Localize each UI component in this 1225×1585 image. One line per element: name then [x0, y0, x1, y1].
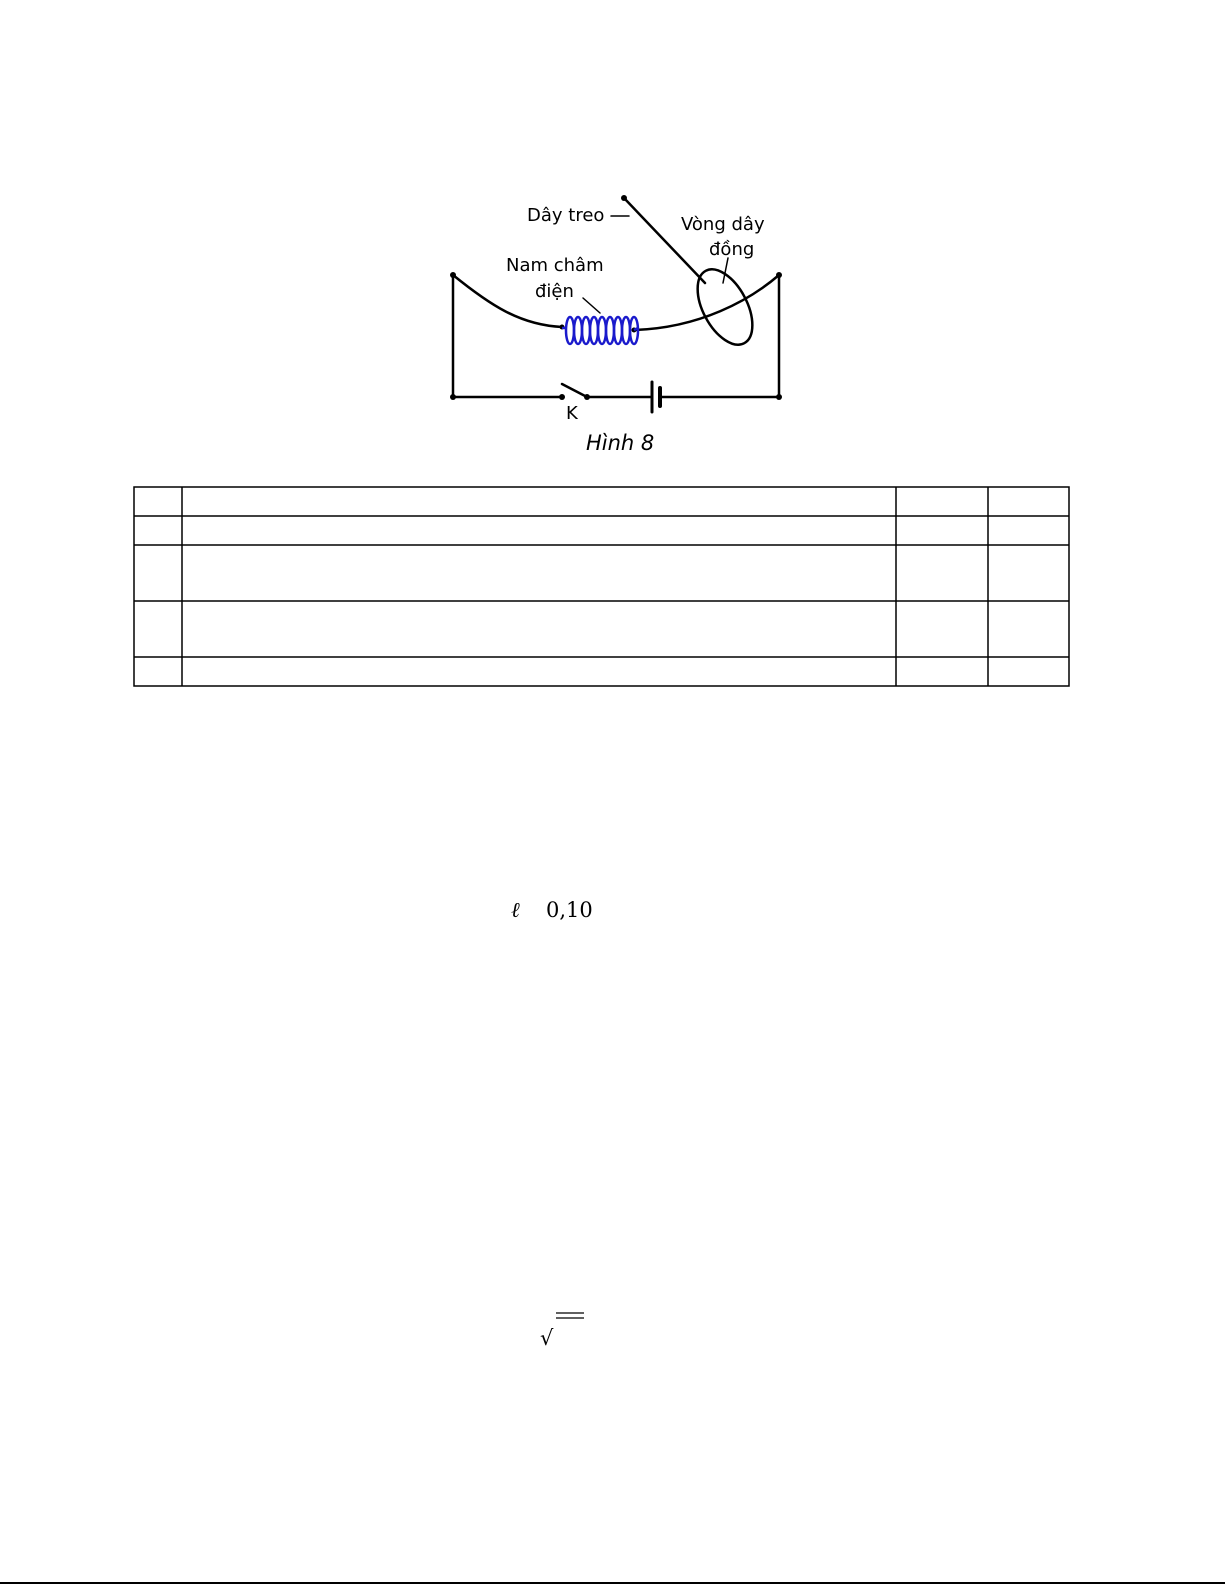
- answer-table: [134, 487, 1069, 686]
- terminal-dot: [776, 272, 782, 278]
- label-switch-k: K: [566, 403, 578, 424]
- terminal-dot: [621, 195, 627, 201]
- label-electromagnet-line2: điện: [535, 281, 574, 302]
- label-copper-ring-line2: đồng: [709, 239, 755, 260]
- terminal-dot: [450, 272, 456, 278]
- suspension-wire: [624, 198, 705, 283]
- switch-blade: [562, 384, 587, 397]
- sqrt-symbol: √: [540, 1326, 554, 1350]
- terminal-dot: [450, 394, 456, 400]
- length-symbol: ℓ: [511, 898, 520, 922]
- label-copper-ring-line1: Vòng dây: [681, 214, 765, 235]
- figure-caption: Hình 8: [586, 431, 655, 455]
- square-root-sign: [540, 1313, 584, 1350]
- terminal-dot: [776, 394, 782, 400]
- leader-electromagnet: [583, 298, 600, 313]
- terminal-dot: [559, 394, 565, 400]
- length-value: 0,10: [546, 898, 593, 922]
- table-border: [134, 487, 1069, 686]
- electromagnet-coil: [562, 317, 638, 344]
- right-flexible-wire: [634, 275, 779, 330]
- leader-ring: [723, 258, 728, 283]
- label-suspension-wire: Dây treo: [527, 205, 605, 226]
- terminal-dot: [584, 394, 590, 400]
- label-electromagnet-line1: Nam châm: [506, 255, 604, 276]
